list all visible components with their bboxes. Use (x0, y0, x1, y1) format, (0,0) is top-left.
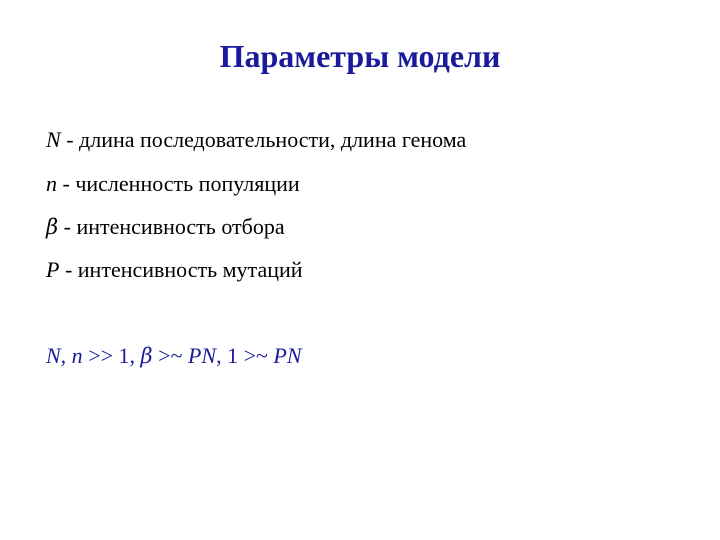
param-separator: - (57, 171, 76, 196)
param-line-selection-intensity (46, 213, 285, 241)
param-line-mutation-intensity (46, 256, 303, 284)
param-description: интенсивность отбора (76, 214, 285, 239)
condition-vars: N, n (46, 343, 83, 368)
slide-title: Параметры модели (219, 38, 501, 74)
param-separator: - (59, 257, 78, 282)
param-separator: - (58, 214, 77, 239)
param-line-population-size (46, 170, 300, 198)
condition-beta: β (140, 344, 153, 368)
param-line-sequence-length (46, 126, 466, 154)
model-condition (46, 342, 302, 370)
param-separator: - (60, 127, 80, 152)
param-description: численность популяции (75, 171, 300, 196)
param-symbol: P (46, 257, 60, 282)
condition-pn-2: PN (273, 343, 302, 368)
condition-approx-greater: >~ (152, 343, 188, 368)
condition-one-approx-greater: , 1 >~ (216, 343, 274, 368)
condition-pn-1: PN (187, 343, 217, 368)
condition-much-greater: >> 1, (82, 343, 141, 368)
param-description: интенсивность мутаций (77, 257, 303, 282)
param-symbol: N (46, 127, 61, 152)
param-symbol-beta: β (46, 215, 59, 239)
param-symbol: n (46, 171, 57, 196)
param-description: длина последовательности, длина генома (79, 127, 467, 152)
